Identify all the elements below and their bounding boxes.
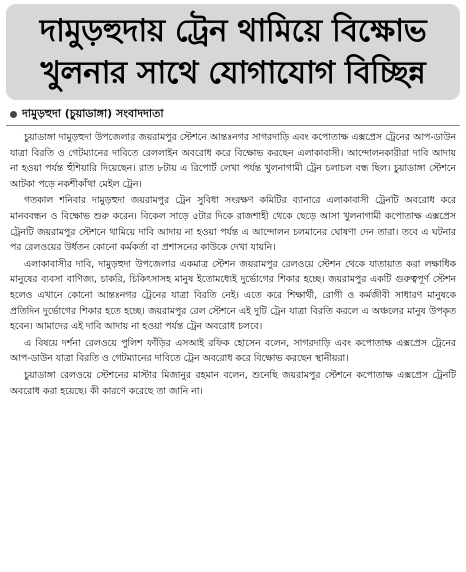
paragraph: চুয়াডাঙ্গা রেলওয়ে স্টেশনের মাস্টার মিজানুর রহমান বলেন, শুনেছি জয়রামপুর স্টেশনে কপোতাক্ষ এক্সপ্রেস ট্রেনটি অবরোধ করা হয়েছে। কী কারণে করেছে তা জানি না।	[10, 369, 456, 397]
byline-text: দামুড়হুদা (চুয়াডাঙ্গা) সংবাদদাতা	[22, 106, 164, 120]
bullet-icon	[10, 111, 17, 118]
divider	[6, 125, 460, 126]
article-body	[6, 130, 460, 399]
paragraph: এলাকাবাসীর দাবি, দামুড়হুদা উপজেলার একমাত্র স্টেশন জয়রামপুর রেলওয়ে স্টেশন থেকে যাতায়াত করা লক্ষাধিক মানুষের ব্যবসা বাণিজ্য, চাকরি, চিকিৎসাসহ মানুষ ইতোমধ্যেই দুর্ভোগের শিকার হচ্ছে। জয়রামপুর একটি গুরুত্বপূর্ণ স্টেশন হলেও এখানে কোনো আন্তঃনগর ট্রেনের যাত্রা বিরতি নেই। এতে করে শিক্ষার্থী, রোগী ও কর্মজীবী সাধারণ মানুষকে প্রতিদিন দুর্ভোগের শিকার হতে হচ্ছে। জয়রামপুর রেল স্টেশনে এই দুটি ট্রেন যাত্রা বিরতি করলে এ অঞ্চলের মানুষ উপকৃত হবেন। আমাদের এই দাবি আদায় না হওয়া পর্যন্ত ট্রেন অবরোধ চলবে।	[10, 258, 456, 333]
headline-banner	[6, 4, 460, 100]
headline-line-2: খুলনার সাথে যোগাযোগ বিচ্ছিন্ন	[40, 55, 426, 91]
headline-line-1: দামুড়হুদায় ট্রেন থামিয়ে বিক্ষোভ	[39, 13, 427, 49]
paragraph: এ বিষয়ে দর্শনা রেলওয়ে পুলিশ ফাঁড়ির এসআই রফিক হোসেন বলেন, সাগরদাড়ি এবং কপোতাক্ষ এক্সপ্রেস ট্রেনের আপ-ডাউন যাত্রা বিরতি ও গেটম্যানের দাবিতে ট্রেন অবরোধ করে বিক্ষোভ করছেন স্থানীয়রা।	[10, 337, 456, 365]
paragraph: গতকাল শনিবার দামুড়হুদা জয়রামপুর ট্রেন সুবিধা সংরক্ষণ কমিটির ব্যানারে এলাকাবাসী ট্রেনটি অবরোধ করে মানববন্ধন ও বিক্ষোভ শুরু করেন। বিকেল সাড়ে ৫টার দিকে রাজশাহী থেকে ছেড়ে আসা খুলনাগামী কপোতাক্ষ এক্সপ্রেস ট্রেনটি জয়রামপুর স্টেশনে থামিয়ে দাবি আদায় না হওয়া পর্যন্ত এ আন্দোলন চলমানের ঘোষণা দেন তারা। তবে এ ঘটনার পর রেলওয়ের উর্ধতন কোনো কর্মকর্তা বা প্রশাসনের কাউকে দেখা যায়নি।	[10, 195, 456, 254]
paragraph: চুয়াডাঙ্গা দামুড়হুদা উপজেলার জয়রামপুর স্টেশনে আন্তঃনগর সাগরদাড়ি এবং কপোতাক্ষ এক্সপ্রেস ট্রেনের আপ-ডাউন যাত্রা বিরতি ও গেটম্যানের দাবিতে রেললাইন অবরোধ করে বিক্ষোভ করছেন এলাকাবাসী। আন্দোলনকারীরা দাবি আদায় না হওয়া পর্যন্ত হুঁশিয়ারি দিয়েছেন। রাত ৮টায় এ রিপোর্ট লেখা পর্যন্ত খুলনাগামী ট্রেন চলাচল বন্ধ ছিল। চুয়াডাঙ্গা স্টেশনে আটকা পড়ে নকশীকাঁথা মেইল ট্রেন।	[10, 132, 456, 190]
byline	[6, 106, 460, 122]
